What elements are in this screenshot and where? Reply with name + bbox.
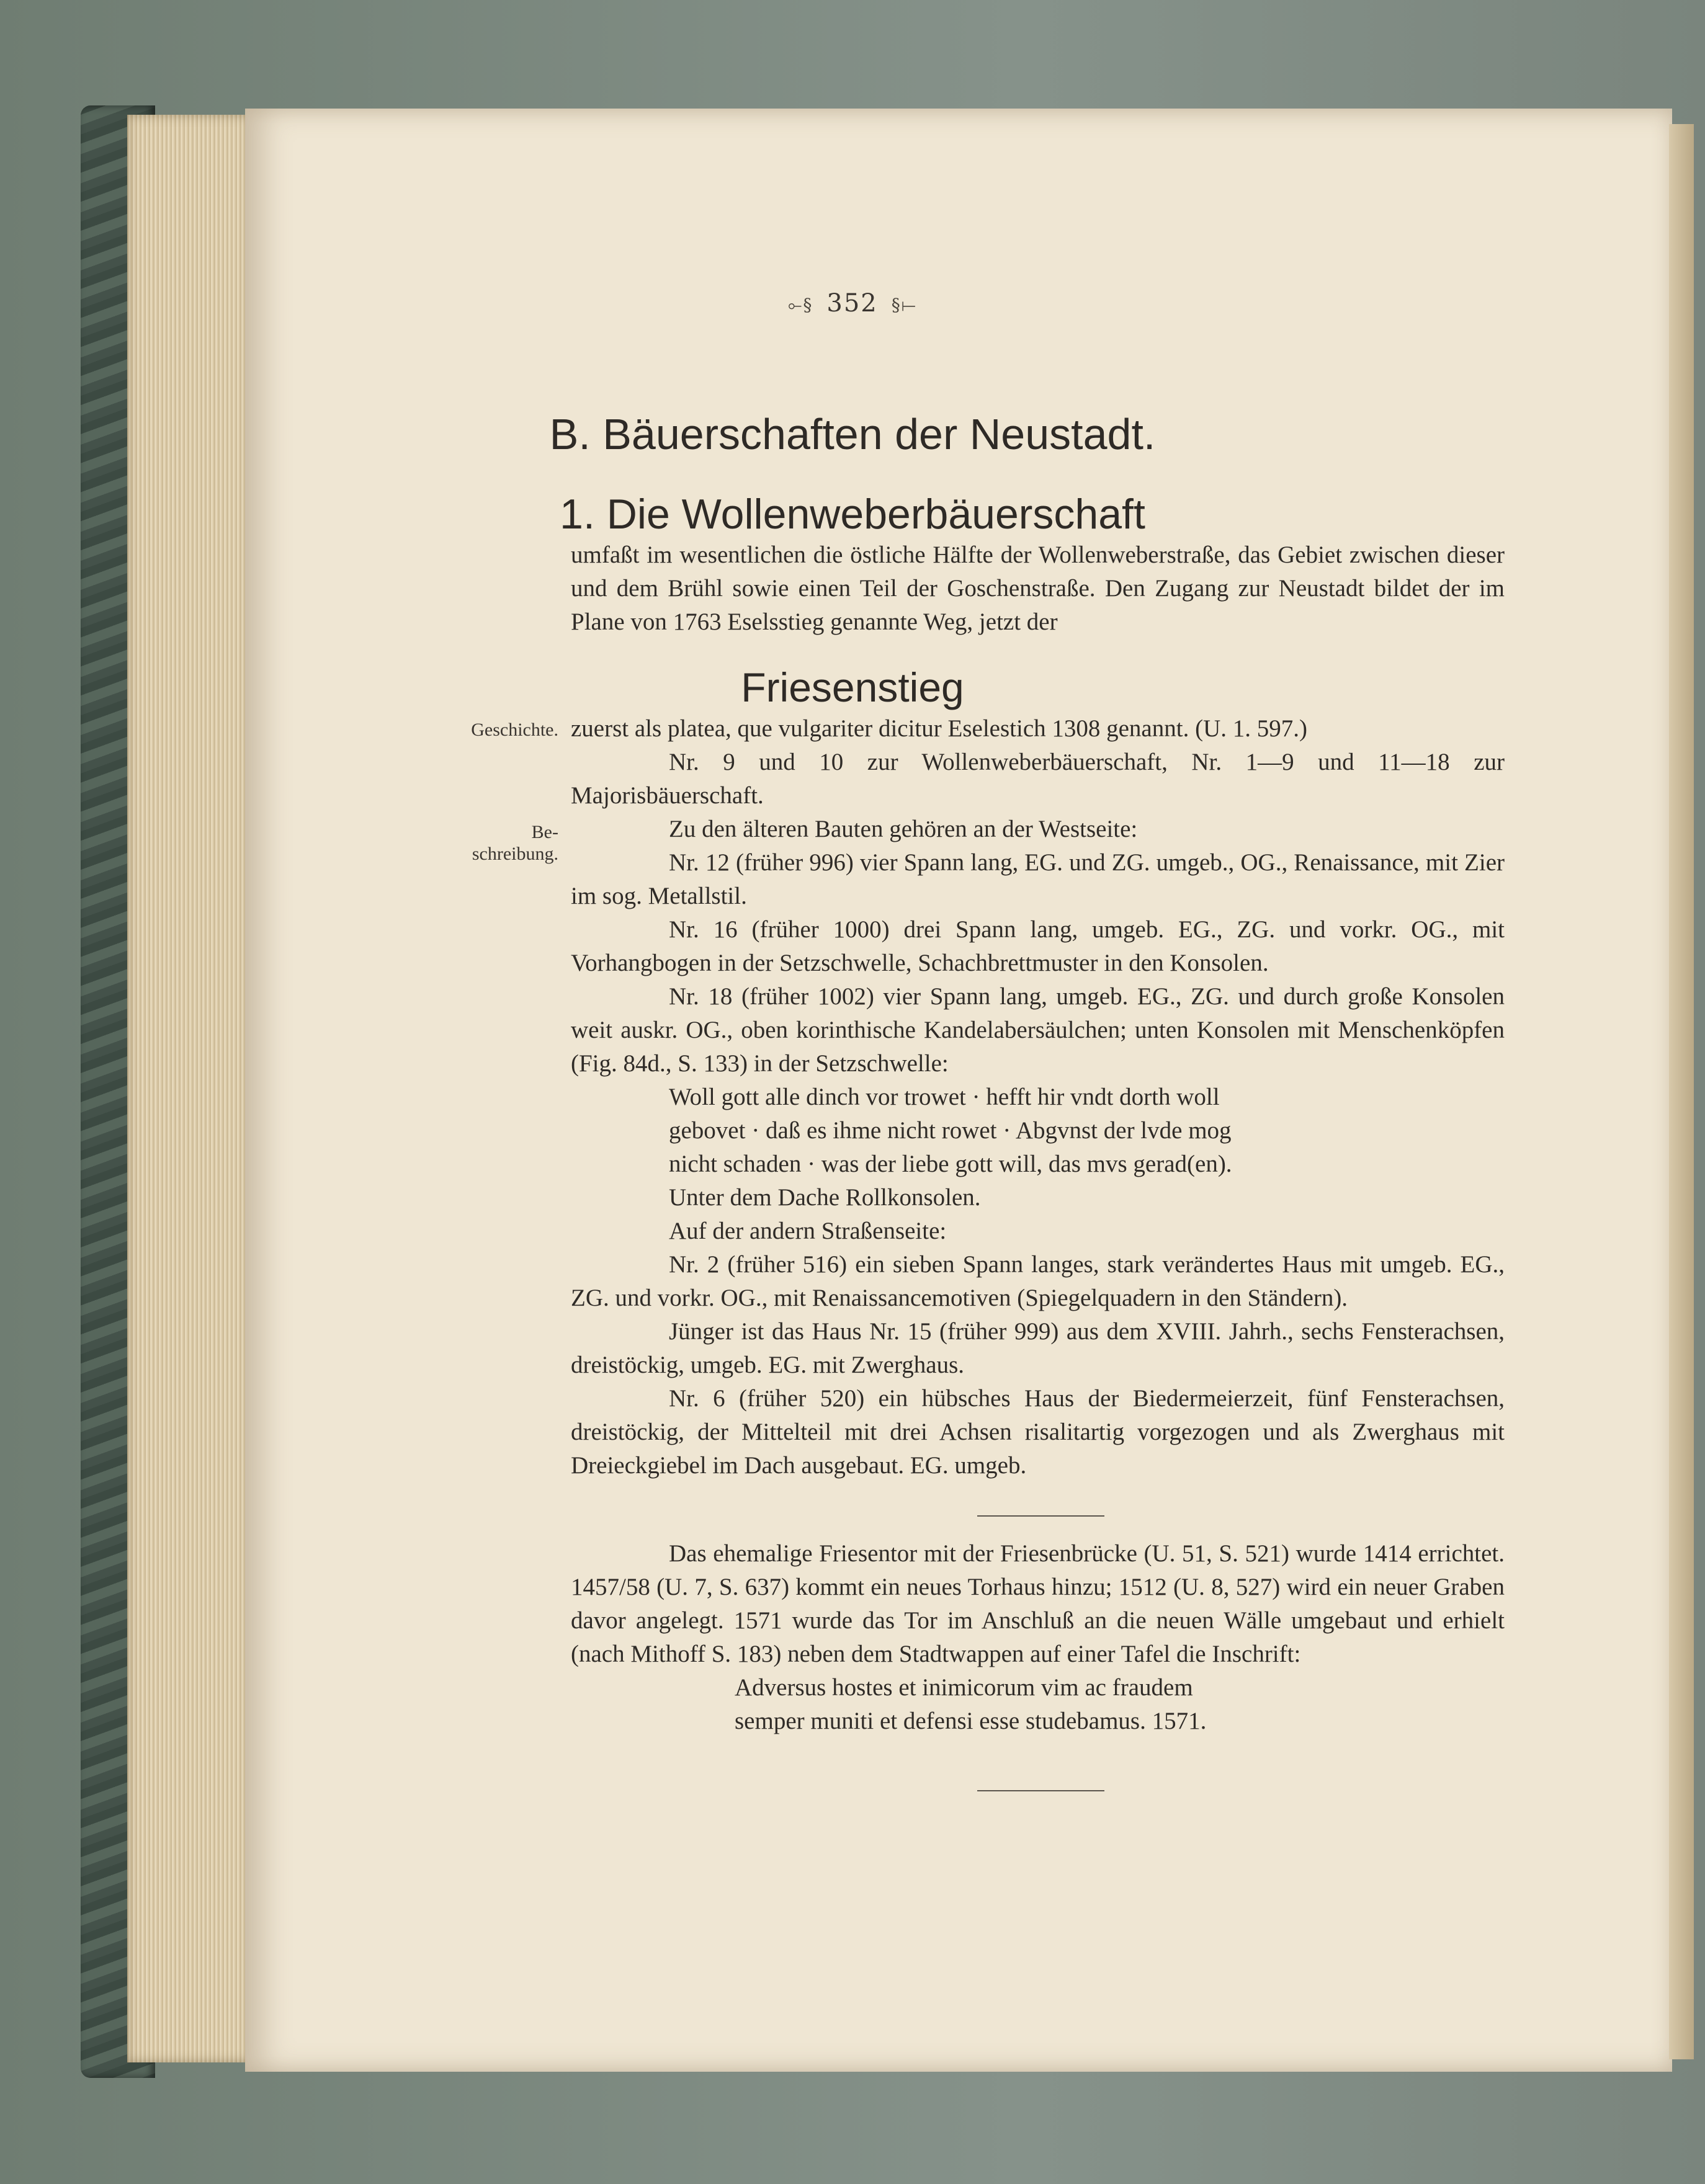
- sub-title: 1. Die Wollenweberbäuerschaft: [560, 491, 1145, 538]
- paragraph-nr18: Nr. 18 (früher 1002) vier Spann lang, umgeb. EG., ZG. und durch große Konsolen weit auskr. OG., oben korinthische Kandelabersäulchen; unten Konsolen mit Menschenköpfen (Fig. 84d., S. 133) in der Setzschwelle:: [571, 983, 1505, 1077]
- intro-paragraph: umfaßt im wesentlichen die östliche Hälfte der Wollenweberstraße, das Gebiet zwischen dieser und dem Brühl sowie einen Teil der Goschenstraße. Den Zugang zur Neustadt bildet der im Plane von 1763 Eselsstieg genannte Weg, jetzt der: [571, 542, 1505, 635]
- margin-note-geschichte: Geschichte.: [471, 720, 558, 740]
- quote-line-3: nicht schaden · was der liebe gott will, das mvs gerad(en).: [669, 1151, 1232, 1177]
- paragraph-nr6: Nr. 6 (früher 520) ein hübsches Haus der Biedermeierzeit, fünf Fensterachsen, dreistöckig, der Mittelteil mit drei Achsen risalitartig vorgezogen und als Zwerghaus mit Dreieckgiebel im Dach ausgebaut. EG. umgeb.: [571, 1385, 1505, 1479]
- paragraph-friesentor: Das ehemalige Friesentor mit der Friesenbrücke (U. 51, S. 521) wurde 1414 errichtet. 1457/58 (U. 7, S. 637) kommt ein neues Torhaus hinzu; 1512 (U. 8, 527) wird ein neuer Graben davor angelegt. 1571 wurde das Tor im Anschluß an die neuen Wälle umgebaut und erhielt (nach Mithoff S. 183) neben dem Stadtwappen auf einer Tafel die Inschrift:: [571, 1540, 1505, 1667]
- street-title: Friesenstieg: [741, 664, 964, 710]
- intro-block: [571, 538, 1505, 639]
- paragraph-nr15: Jünger ist das Haus Nr. 15 (früher 999) aus dem XVIII. Jahrh., sechs Fensterachsen, dreistöckig, umgeb. EG. mit Zwerghaus.: [571, 1318, 1505, 1378]
- ornament-right-icon: §⟝: [891, 295, 917, 315]
- inscription-line-2: semper muniti et defensi esse studebamus. 1571.: [735, 1708, 1207, 1734]
- margin-note-beschreibung-2: schreibung.: [472, 844, 558, 864]
- quote-line-1: Woll gott alle dinch vor trowet · hefft hir vndt dorth woll: [669, 1084, 1220, 1110]
- page-edges: [127, 115, 251, 2062]
- paragraph-rollkonsolen: Unter dem Dache Rollkonsolen.: [669, 1184, 981, 1211]
- section-title: B. Bäuerschaften der Neustadt.: [549, 410, 1156, 458]
- page-number-header: [0, 289, 1705, 318]
- paragraph-history: zuerst als platea, que vulgariter dicitur Eselestich 1308 genannt. (U. 1. 597.): [571, 715, 1307, 742]
- paragraph-nr16: Nr. 16 (früher 1000) drei Spann lang, umgeb. EG., ZG. und vorkr. OG., mit Vorhangbogen in der Setzschwelle, Schachbrettmuster in den Konsolen.: [571, 916, 1505, 976]
- inscription-line-1: Adversus hostes et inimicorum vim ac fraudem: [735, 1674, 1193, 1701]
- main-text-block: [571, 712, 1505, 1482]
- paragraph-andere-seite: Auf der andern Straßenseite:: [669, 1218, 947, 1244]
- divider-rule-bottom: [977, 1790, 1104, 1791]
- paragraph-nr12: Nr. 12 (früher 996) vier Spann lang, EG. und ZG. umgeb., OG., Renaissance, mit Zier im sog. Metallstil.: [571, 849, 1505, 909]
- friesentor-block: [571, 1537, 1505, 1738]
- paragraph-westseite: Zu den älteren Bauten gehören an der Westseite:: [669, 816, 1138, 842]
- paragraph-nr2: Nr. 2 (früher 516) ein sieben Spann langes, stark verändertes Haus mit umgeb. EG., ZG. und vorkr. OG., mit Renaissancemotiven (Spiegelquadern in den Ständern).: [571, 1251, 1505, 1311]
- page-number: 352: [826, 289, 878, 318]
- divider-rule-top: [977, 1515, 1104, 1517]
- margin-note-beschreibung-1: Be-: [531, 822, 558, 842]
- ornament-left-icon: ⟜§: [787, 295, 813, 315]
- paragraph-baeuerschaft: Nr. 9 und 10 zur Wollenweberbäuerschaft, Nr. 1—9 und 11—18 zur Majorisbäuerschaft.: [571, 749, 1505, 809]
- quote-line-2: gebovet · daß es ihme nicht rowet · Abgvnst der lvde mog: [669, 1117, 1232, 1144]
